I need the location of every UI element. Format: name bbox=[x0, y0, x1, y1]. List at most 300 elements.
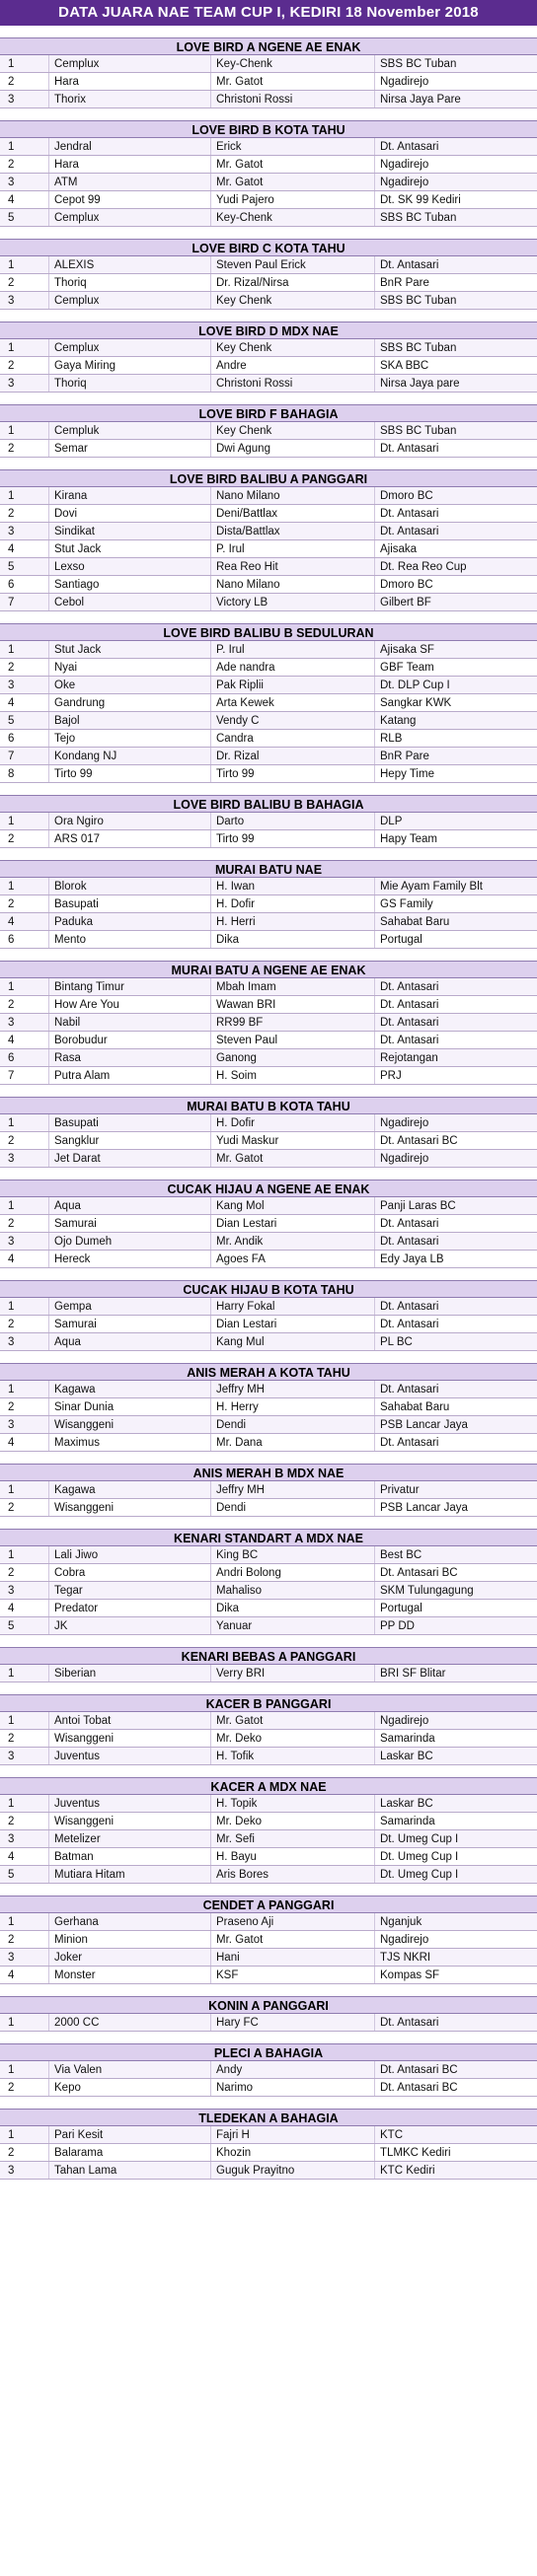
rank-cell: 3 bbox=[0, 1830, 49, 1847]
section-title: CENDET A PANGGARI bbox=[0, 1896, 537, 1913]
rank-cell: 1 bbox=[0, 487, 49, 504]
rank-cell: 5 bbox=[0, 209, 49, 226]
table-row bbox=[0, 1215, 537, 1233]
team-cell: Rejotangan bbox=[380, 1052, 438, 1064]
section-title: MURAI BATU NAE bbox=[0, 860, 537, 878]
owner-cell: Victory LB bbox=[211, 594, 375, 610]
owner-cell: Khozin bbox=[211, 2144, 375, 2161]
rank-cell: 2 bbox=[0, 1931, 49, 1948]
results-table bbox=[0, 1795, 537, 1884]
rank-cell: 3 bbox=[0, 1748, 49, 1764]
rank-cell: 4 bbox=[0, 191, 49, 208]
table-row bbox=[0, 274, 537, 292]
team-cell: PL BC bbox=[380, 1336, 413, 1348]
owner-cell: Pak Riplii bbox=[211, 677, 375, 693]
section-title: CUCAK HIJAU B KOTA TAHU bbox=[0, 1280, 537, 1298]
owner-cell: Mr. Deko bbox=[211, 1813, 375, 1829]
rank-cell: 1 bbox=[0, 1712, 49, 1729]
rank-cell: 1 bbox=[0, 422, 49, 439]
rank-cell: 1 bbox=[0, 813, 49, 829]
owner-cell: Nano Milano bbox=[211, 487, 375, 504]
bird-name-cell: Aqua bbox=[49, 1333, 211, 1350]
bird-name-cell: Cempluk bbox=[49, 422, 211, 439]
owner-cell: Andri Bolong bbox=[211, 1564, 375, 1581]
bird-name-cell: Tirto 99 bbox=[49, 765, 211, 782]
bird-name-cell: Tegar bbox=[49, 1582, 211, 1599]
team-cell: Dt. Antasari bbox=[380, 259, 439, 271]
bird-name-cell: How Are You bbox=[49, 996, 211, 1013]
bird-name-cell: Gaya Miring bbox=[49, 357, 211, 374]
team-cell: Dt. Umeg Cup I bbox=[380, 1869, 459, 1881]
bird-name-cell: Sangklur bbox=[49, 1132, 211, 1149]
section-title: MURAI BATU A NGENE AE ENAK bbox=[0, 961, 537, 978]
team-cell: Nirsa Jaya pare bbox=[380, 378, 460, 390]
team-cell: SBS BC Tuban bbox=[380, 295, 457, 307]
owner-cell: RR99 BF bbox=[211, 1014, 375, 1031]
owner-cell: Tirto 99 bbox=[211, 830, 375, 847]
bird-name-cell: Thorix bbox=[49, 91, 211, 107]
owner-cell: H. Soim bbox=[211, 1067, 375, 1084]
rank-cell: 2 bbox=[0, 274, 49, 291]
team-cell: Dt. Antasari bbox=[380, 1301, 439, 1313]
bird-name-cell: Gandrung bbox=[49, 694, 211, 711]
bird-name-cell: Stut Jack bbox=[49, 641, 211, 658]
table-row bbox=[0, 540, 537, 558]
owner-cell: Dr. Rizal/Nirsa bbox=[211, 274, 375, 291]
owner-cell: KSF bbox=[211, 1967, 375, 1983]
table-row bbox=[0, 2079, 537, 2097]
rank-cell: 5 bbox=[0, 558, 49, 575]
bird-name-cell: Aqua bbox=[49, 1197, 211, 1214]
team-cell: Edy Jaya LB bbox=[380, 1253, 444, 1265]
owner-cell: Hary FC bbox=[211, 2014, 375, 2031]
table-row bbox=[0, 1114, 537, 1132]
team-cell: Ngadirejo bbox=[380, 76, 429, 88]
rank-cell: 3 bbox=[0, 2162, 49, 2179]
team-cell: Dmoro BC bbox=[380, 579, 433, 591]
owner-cell: Mr. Andik bbox=[211, 1233, 375, 1250]
rank-cell: 2 bbox=[0, 1813, 49, 1829]
rank-cell: 1 bbox=[0, 878, 49, 894]
team-cell: Ngadirejo bbox=[380, 159, 429, 171]
bird-name-cell: Thoriq bbox=[49, 274, 211, 291]
section-title: LOVE BIRD F BAHAGIA bbox=[0, 404, 537, 422]
rank-cell: 2 bbox=[0, 1499, 49, 1516]
bird-name-cell: Hara bbox=[49, 73, 211, 90]
team-cell: Sangkar KWK bbox=[380, 697, 452, 709]
table-row bbox=[0, 1931, 537, 1949]
table-row bbox=[0, 1830, 537, 1848]
team-cell: BRI SF Blitar bbox=[380, 1668, 446, 1680]
section-title: LOVE BIRD B KOTA TAHU bbox=[0, 120, 537, 138]
team-cell: SBS BC Tuban bbox=[380, 58, 457, 70]
section-title: PLECI A BAHAGIA bbox=[0, 2043, 537, 2061]
table-row bbox=[0, 677, 537, 694]
rank-cell: 2 bbox=[0, 659, 49, 676]
rank-cell: 4 bbox=[0, 913, 49, 930]
results-section bbox=[0, 1777, 537, 1884]
owner-cell: Mahaliso bbox=[211, 1582, 375, 1599]
bird-name-cell: Tejo bbox=[49, 730, 211, 747]
table-row bbox=[0, 1434, 537, 1452]
team-cell: Dt. Antasari bbox=[380, 1319, 439, 1330]
team-cell: PP DD bbox=[380, 1620, 415, 1632]
bird-name-cell: Mento bbox=[49, 931, 211, 948]
table-row bbox=[0, 1617, 537, 1635]
owner-cell: Agoes FA bbox=[211, 1251, 375, 1267]
results-table bbox=[0, 1197, 537, 1268]
team-cell: PSB Lancar Jaya bbox=[380, 1502, 468, 1514]
owner-cell: Fajri H bbox=[211, 2126, 375, 2143]
owner-cell: H. Iwan bbox=[211, 878, 375, 894]
rank-cell: 2 bbox=[0, 440, 49, 457]
bird-name-cell: Ojo Dumeh bbox=[49, 1233, 211, 1250]
team-cell: Ajisaka bbox=[380, 543, 418, 555]
owner-cell: Vendy C bbox=[211, 712, 375, 729]
rank-cell: 4 bbox=[0, 1434, 49, 1451]
bird-name-cell: Lali Jiwo bbox=[49, 1546, 211, 1563]
owner-cell: Mr. Gatot bbox=[211, 156, 375, 173]
table-row bbox=[0, 1813, 537, 1830]
owner-cell: Hani bbox=[211, 1949, 375, 1966]
team-cell: Dt. Antasari BC bbox=[380, 2082, 458, 2094]
table-row bbox=[0, 813, 537, 830]
table-row bbox=[0, 1967, 537, 1984]
rank-cell: 1 bbox=[0, 1381, 49, 1397]
owner-cell: Steven Paul Erick bbox=[211, 256, 375, 273]
team-cell: TLMKC Kediri bbox=[380, 2147, 451, 2159]
rank-cell: 2 bbox=[0, 73, 49, 90]
rank-cell: 3 bbox=[0, 91, 49, 107]
bird-name-cell: Wisanggeni bbox=[49, 1416, 211, 1433]
bird-name-cell: Blorok bbox=[49, 878, 211, 894]
results-table bbox=[0, 2014, 537, 2032]
rank-cell: 4 bbox=[0, 1600, 49, 1616]
table-row bbox=[0, 996, 537, 1014]
bird-name-cell: Hara bbox=[49, 156, 211, 173]
table-row bbox=[0, 730, 537, 748]
table-row bbox=[0, 748, 537, 765]
rank-cell: 5 bbox=[0, 1617, 49, 1634]
table-row bbox=[0, 1416, 537, 1434]
owner-cell: H. Tofik bbox=[211, 1748, 375, 1764]
results-table bbox=[0, 487, 537, 611]
bird-name-cell: Jet Darat bbox=[49, 1150, 211, 1167]
table-row bbox=[0, 505, 537, 523]
team-cell: Gilbert BF bbox=[380, 597, 431, 608]
team-cell: Dt. Antasari bbox=[380, 1218, 439, 1230]
team-cell: DLP bbox=[380, 816, 403, 827]
team-cell: Portugal bbox=[380, 1603, 422, 1614]
table-row bbox=[0, 156, 537, 174]
owner-cell: P. Irul bbox=[211, 641, 375, 658]
rank-cell: 1 bbox=[0, 55, 49, 72]
team-cell: RLB bbox=[380, 733, 403, 745]
table-row bbox=[0, 2126, 537, 2144]
owner-cell: H. Herri bbox=[211, 913, 375, 930]
results-table bbox=[0, 422, 537, 458]
table-row bbox=[0, 558, 537, 576]
table-row bbox=[0, 1795, 537, 1813]
team-cell: Dt. Antasari bbox=[380, 981, 439, 993]
bird-name-cell: Mutiara Hitam bbox=[49, 1866, 211, 1883]
table-row bbox=[0, 1913, 537, 1931]
rank-cell: 6 bbox=[0, 931, 49, 948]
owner-cell: Mr. Gatot bbox=[211, 1150, 375, 1167]
team-cell: Ajisaka SF bbox=[380, 644, 434, 656]
owner-cell: Jeffry MH bbox=[211, 1381, 375, 1397]
rank-cell: 2 bbox=[0, 1730, 49, 1747]
team-cell: BnR Pare bbox=[380, 751, 429, 762]
table-row bbox=[0, 1712, 537, 1730]
results-section bbox=[0, 1363, 537, 1452]
owner-cell: Dian Lestari bbox=[211, 1215, 375, 1232]
owner-cell: Wawan BRI bbox=[211, 996, 375, 1013]
results-section bbox=[0, 120, 537, 227]
owner-cell: Dendi bbox=[211, 1499, 375, 1516]
team-cell: GBF Team bbox=[380, 662, 434, 674]
bird-name-cell: Juventus bbox=[49, 1748, 211, 1764]
team-cell: Dt. Antasari bbox=[380, 1437, 439, 1449]
bird-name-cell: Santiago bbox=[49, 576, 211, 593]
bird-name-cell: Stut Jack bbox=[49, 540, 211, 557]
owner-cell: Dian Lestari bbox=[211, 1316, 375, 1332]
team-cell: SKA BBC bbox=[380, 360, 429, 372]
bird-name-cell: Maximus bbox=[49, 1434, 211, 1451]
team-cell: Portugal bbox=[380, 934, 422, 946]
bird-name-cell: Wisanggeni bbox=[49, 1499, 211, 1516]
results-table bbox=[0, 978, 537, 1085]
table-row bbox=[0, 91, 537, 108]
team-cell: SBS BC Tuban bbox=[380, 212, 457, 224]
owner-cell: Key-Chenk bbox=[211, 55, 375, 72]
section-title: KENARI BEBAS A PANGGARI bbox=[0, 1647, 537, 1665]
rank-cell: 2 bbox=[0, 996, 49, 1013]
owner-cell: Dwi Agung bbox=[211, 440, 375, 457]
bird-name-cell: Kondang NJ bbox=[49, 748, 211, 764]
table-row bbox=[0, 422, 537, 440]
team-cell: Ngadirejo bbox=[380, 1715, 429, 1727]
bird-name-cell: Sinar Dunia bbox=[49, 1398, 211, 1415]
bird-name-cell: Balarama bbox=[49, 2144, 211, 2161]
results-section bbox=[0, 239, 537, 310]
table-row bbox=[0, 1866, 537, 1884]
bird-name-cell: Lexso bbox=[49, 558, 211, 575]
results-section bbox=[0, 2109, 537, 2180]
rank-cell: 3 bbox=[0, 1582, 49, 1599]
rank-cell: 4 bbox=[0, 1032, 49, 1048]
rank-cell: 4 bbox=[0, 1967, 49, 1983]
bird-name-cell: Tahan Lama bbox=[49, 2162, 211, 2179]
section-title: KACER B PANGGARI bbox=[0, 1694, 537, 1712]
rank-cell: 5 bbox=[0, 712, 49, 729]
sections-container bbox=[0, 37, 537, 2180]
team-cell: KTC Kediri bbox=[380, 2165, 435, 2177]
rank-cell: 1 bbox=[0, 1795, 49, 1812]
owner-cell: H. Dofir bbox=[211, 895, 375, 912]
owner-cell: Rea Reo Hit bbox=[211, 558, 375, 575]
table-row bbox=[0, 659, 537, 677]
results-table bbox=[0, 641, 537, 783]
team-cell: SKM Tulungagung bbox=[380, 1585, 474, 1597]
team-cell: Dt. Antasari BC bbox=[380, 2064, 458, 2076]
rank-cell: 2 bbox=[0, 357, 49, 374]
results-section bbox=[0, 961, 537, 1085]
table-row bbox=[0, 1251, 537, 1268]
rank-cell: 2 bbox=[0, 505, 49, 522]
rank-cell: 4 bbox=[0, 1848, 49, 1865]
rank-cell: 3 bbox=[0, 292, 49, 309]
results-section bbox=[0, 1464, 537, 1517]
team-cell: Dt. DLP Cup I bbox=[380, 680, 450, 691]
table-row bbox=[0, 1748, 537, 1765]
results-table bbox=[0, 1913, 537, 1984]
owner-cell: Mr. Gatot bbox=[211, 1712, 375, 1729]
table-row bbox=[0, 641, 537, 659]
results-section bbox=[0, 1896, 537, 1984]
section-title: TLEDEKAN A BAHAGIA bbox=[0, 2109, 537, 2126]
results-section bbox=[0, 1647, 537, 1682]
results-section bbox=[0, 322, 537, 393]
results-section bbox=[0, 1996, 537, 2032]
owner-cell: King BC bbox=[211, 1546, 375, 1563]
page-title: DATA JUARA NAE TEAM CUP I, KEDIRI 18 November 2018 bbox=[0, 0, 537, 26]
results-table bbox=[0, 813, 537, 848]
rank-cell: 1 bbox=[0, 138, 49, 155]
rank-cell: 3 bbox=[0, 1150, 49, 1167]
owner-cell: Erick bbox=[211, 138, 375, 155]
results-section bbox=[0, 1280, 537, 1351]
rank-cell: 1 bbox=[0, 1197, 49, 1214]
rank-cell: 1 bbox=[0, 256, 49, 273]
rank-cell: 1 bbox=[0, 339, 49, 356]
rank-cell: 6 bbox=[0, 1049, 49, 1066]
rank-cell: 8 bbox=[0, 765, 49, 782]
owner-cell: H. Topik bbox=[211, 1795, 375, 1812]
owner-cell: Mr. Gatot bbox=[211, 1931, 375, 1948]
table-row bbox=[0, 174, 537, 191]
team-cell: Ngadirejo bbox=[380, 1934, 429, 1946]
table-row bbox=[0, 1499, 537, 1517]
team-cell: Dt. Antasari bbox=[380, 141, 439, 153]
owner-cell: Yudi Maskur bbox=[211, 1132, 375, 1149]
table-row bbox=[0, 1564, 537, 1582]
bird-name-cell: Samurai bbox=[49, 1316, 211, 1332]
bird-name-cell: Metelizer bbox=[49, 1830, 211, 1847]
owner-cell: Narimo bbox=[211, 2079, 375, 2096]
team-cell: Panji Laras BC bbox=[380, 1200, 456, 1212]
rank-cell: 3 bbox=[0, 1233, 49, 1250]
owner-cell: Ade nandra bbox=[211, 659, 375, 676]
table-row bbox=[0, 339, 537, 357]
bird-name-cell: Batman bbox=[49, 1848, 211, 1865]
team-cell: Dt. Antasari bbox=[380, 1035, 439, 1046]
section-title: LOVE BIRD C KOTA TAHU bbox=[0, 239, 537, 256]
bird-name-cell: Cebol bbox=[49, 594, 211, 610]
team-cell: KTC bbox=[380, 2129, 403, 2141]
table-row bbox=[0, 73, 537, 91]
owner-cell: Christoni Rossi bbox=[211, 91, 375, 107]
results-section bbox=[0, 1097, 537, 1168]
team-cell: Dmoro BC bbox=[380, 490, 433, 502]
table-row bbox=[0, 2014, 537, 2032]
owner-cell: Key Chenk bbox=[211, 292, 375, 309]
results-table bbox=[0, 55, 537, 108]
rank-cell: 1 bbox=[0, 1665, 49, 1682]
owner-cell: Candra bbox=[211, 730, 375, 747]
owner-cell: Mr. Dana bbox=[211, 1434, 375, 1451]
team-cell: SBS BC Tuban bbox=[380, 425, 457, 437]
table-row bbox=[0, 1381, 537, 1398]
results-table bbox=[0, 1712, 537, 1765]
results-table bbox=[0, 1298, 537, 1351]
owner-cell: Mr. Deko bbox=[211, 1730, 375, 1747]
team-cell: Ngadirejo bbox=[380, 177, 429, 188]
rank-cell: 1 bbox=[0, 641, 49, 658]
results-table bbox=[0, 1381, 537, 1452]
owner-cell: Key Chenk bbox=[211, 339, 375, 356]
bird-name-cell: Bajol bbox=[49, 712, 211, 729]
bird-name-cell: Wisanggeni bbox=[49, 1730, 211, 1747]
bird-name-cell: ATM bbox=[49, 174, 211, 190]
team-cell: Laskar BC bbox=[380, 1751, 433, 1762]
bird-name-cell: Monster bbox=[49, 1967, 211, 1983]
section-title: LOVE BIRD BALIBU B BAHAGIA bbox=[0, 795, 537, 813]
results-section bbox=[0, 860, 537, 949]
results-table bbox=[0, 1114, 537, 1168]
table-row bbox=[0, 2144, 537, 2162]
table-row bbox=[0, 1949, 537, 1967]
bird-name-cell: Wisanggeni bbox=[49, 1813, 211, 1829]
bird-name-cell: Paduka bbox=[49, 913, 211, 930]
bird-name-cell: Cepot 99 bbox=[49, 191, 211, 208]
owner-cell: Guguk Prayitno bbox=[211, 2162, 375, 2179]
owner-cell: H. Dofir bbox=[211, 1114, 375, 1131]
team-cell: Dt. Antasari BC bbox=[380, 1567, 458, 1579]
owner-cell: Andre bbox=[211, 357, 375, 374]
results-section bbox=[0, 404, 537, 458]
section-title: LOVE BIRD BALIBU A PANGGARI bbox=[0, 469, 537, 487]
team-cell: TJS NKRI bbox=[380, 1952, 431, 1964]
table-row bbox=[0, 1582, 537, 1600]
team-cell: Dt. Antasari BC bbox=[380, 1135, 458, 1147]
owner-cell: H. Bayu bbox=[211, 1848, 375, 1865]
team-cell: Dt. Antasari bbox=[380, 1236, 439, 1248]
team-cell: PSB Lancar Jaya bbox=[380, 1419, 468, 1431]
team-cell: PRJ bbox=[380, 1070, 402, 1082]
team-cell: Samarinda bbox=[380, 1733, 435, 1745]
team-cell: Dt. Rea Reo Cup bbox=[380, 561, 467, 573]
results-table bbox=[0, 1665, 537, 1682]
rank-cell: 1 bbox=[0, 1114, 49, 1131]
bird-name-cell: Kirana bbox=[49, 487, 211, 504]
results-section bbox=[0, 1694, 537, 1765]
bird-name-cell: Cobra bbox=[49, 1564, 211, 1581]
rank-cell: 3 bbox=[0, 1333, 49, 1350]
table-row bbox=[0, 1197, 537, 1215]
owner-cell: Darto bbox=[211, 813, 375, 829]
team-cell: Hapy Team bbox=[380, 833, 437, 845]
owner-cell: Mr. Gatot bbox=[211, 73, 375, 90]
owner-cell: P. Irul bbox=[211, 540, 375, 557]
team-cell: Hepy Time bbox=[380, 768, 434, 780]
owner-cell: Verry BRI bbox=[211, 1665, 375, 1682]
owner-cell: Mr. Gatot bbox=[211, 174, 375, 190]
rank-cell: 3 bbox=[0, 523, 49, 539]
owner-cell: Nano Milano bbox=[211, 576, 375, 593]
table-row bbox=[0, 1398, 537, 1416]
bird-name-cell: Siberian bbox=[49, 1665, 211, 1682]
